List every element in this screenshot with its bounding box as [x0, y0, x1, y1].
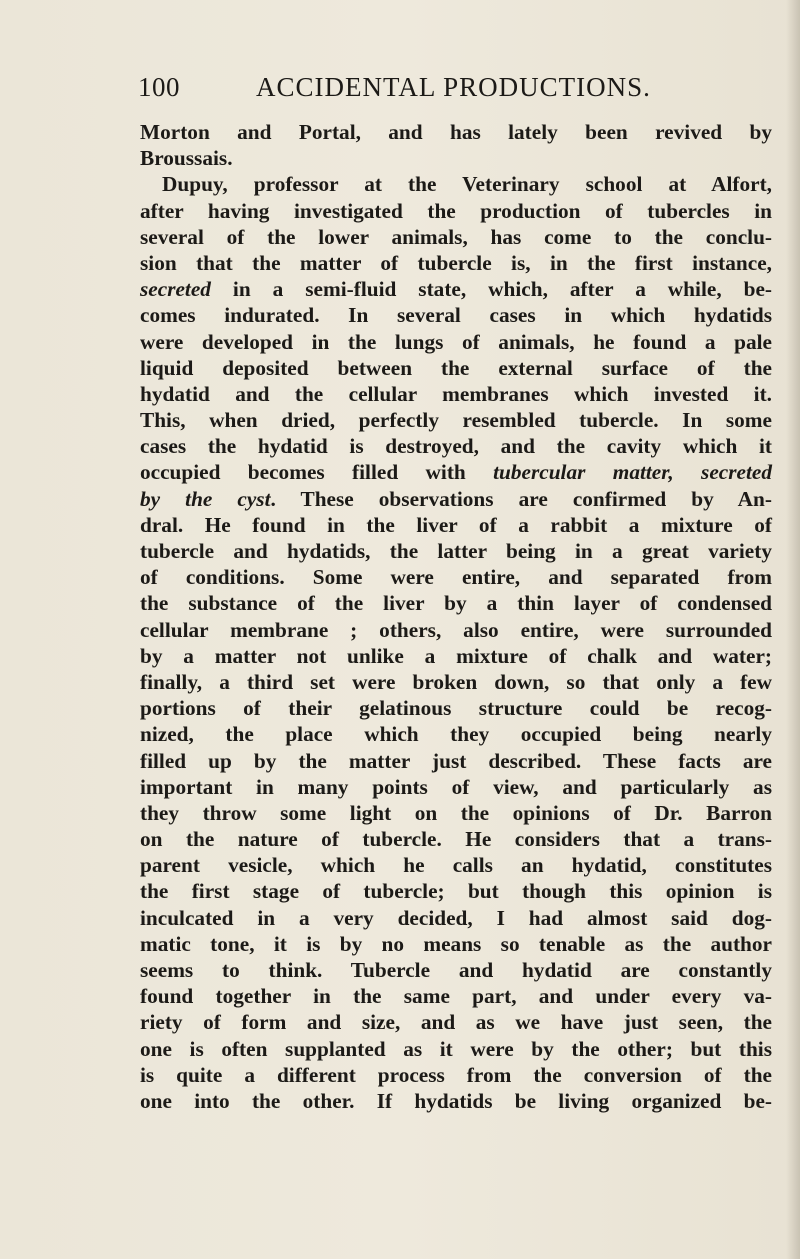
text-line: matic tone, it is by no means so tenable as the author [140, 931, 772, 956]
text-line: they throw some light on the opinions of Dr. Barron [140, 800, 772, 825]
text-line: dral. He found in the liver of a rabbit a mixture of [140, 512, 772, 537]
text-line: several of the lower animals, has come to the conclu- [140, 224, 772, 249]
text-line: found together in the same part, and under every va- [140, 984, 772, 1009]
text-fragment: . These observations are confirmed by An- [270, 486, 772, 511]
text-line: comes indurated. In several cases in which hydatids [140, 303, 772, 328]
text-line: tubercle and hydatids, the latter being in a great variety [140, 539, 772, 563]
text-line: the substance of the liver by a thin layer of condensed [140, 591, 772, 616]
text-line: of conditions. Some were entire, and separated from [140, 565, 772, 590]
body-text [140, 119, 772, 1114]
text-line: after having investigated the production of tubercles in [140, 198, 772, 223]
text-line [140, 276, 772, 302]
text-line: one is often supplanted as it were by the other; but this [140, 1036, 772, 1061]
text-line: seems to think. Tubercle and hydatid are constantly [140, 958, 772, 982]
italic-term: secreted [140, 277, 211, 302]
text-line [140, 486, 772, 512]
text-line: This, when dried, perfectly resembled tubercle. In some [140, 408, 772, 433]
page-edge-shadow [786, 0, 800, 1259]
text-line: portions of their gelatinous structure could be recog- [140, 696, 772, 721]
text-fragment: in a semi-fluid state, which, after a while, be- [210, 277, 772, 302]
text-line: by a matter not unlike a mixture of chalk and water; [140, 643, 772, 668]
page-number: 100 [138, 72, 180, 102]
text-line [140, 459, 772, 485]
text-line: parent vesicle, which he calls an hydatid, constitutes [140, 853, 772, 878]
text-line: Dupuy, professor at the Veterinary school at Alfort, [162, 172, 772, 197]
text-line: were developed in the lungs of animals, he found a pale [140, 329, 772, 354]
italic-term: by the cyst [140, 486, 271, 511]
text-line: sion that the matter of tubercle is, in the first instance, [140, 250, 772, 275]
text-line: on the nature of tubercle. He considers that a trans- [140, 827, 772, 852]
text-line: finally, a third set were broken down, so that only a few [140, 669, 772, 694]
text-line: one into the other. If hydatids be living organized be- [140, 1088, 772, 1113]
text-line: liquid deposited between the external surface of the [140, 355, 772, 380]
text-line: Morton and Portal, and has lately been revived by [140, 120, 772, 144]
text-line: nized, the place which they occupied being nearly [140, 722, 772, 747]
text-line: hydatid and the cellular membranes which invested it. [140, 381, 772, 406]
text-line: riety of form and size, and as we have just seen, the [140, 1010, 772, 1035]
text-line: important in many points of view, and particularly as [140, 774, 772, 799]
text-line: Broussais. [140, 146, 233, 171]
running-title: ACCIDENTAL PRODUCTIONS. [256, 72, 651, 102]
text-line: the first stage of tubercle; but though this opinion is [140, 879, 772, 904]
text-line: cellular membrane ; others, also entire, were surrounded [140, 617, 772, 642]
page-header [138, 72, 658, 108]
text-line: filled up by the matter just described. These facts are [140, 748, 772, 773]
text-line: is quite a different process from the conversion of the [140, 1062, 772, 1087]
text-fragment: occupied becomes filled with [140, 460, 494, 485]
italic-term: tubercular matter, secreted [493, 460, 772, 485]
text-line: cases the hydatid is destroyed, and the cavity which it [140, 434, 772, 459]
text-line: inculcated in a very decided, I had almost said dog- [140, 905, 772, 930]
